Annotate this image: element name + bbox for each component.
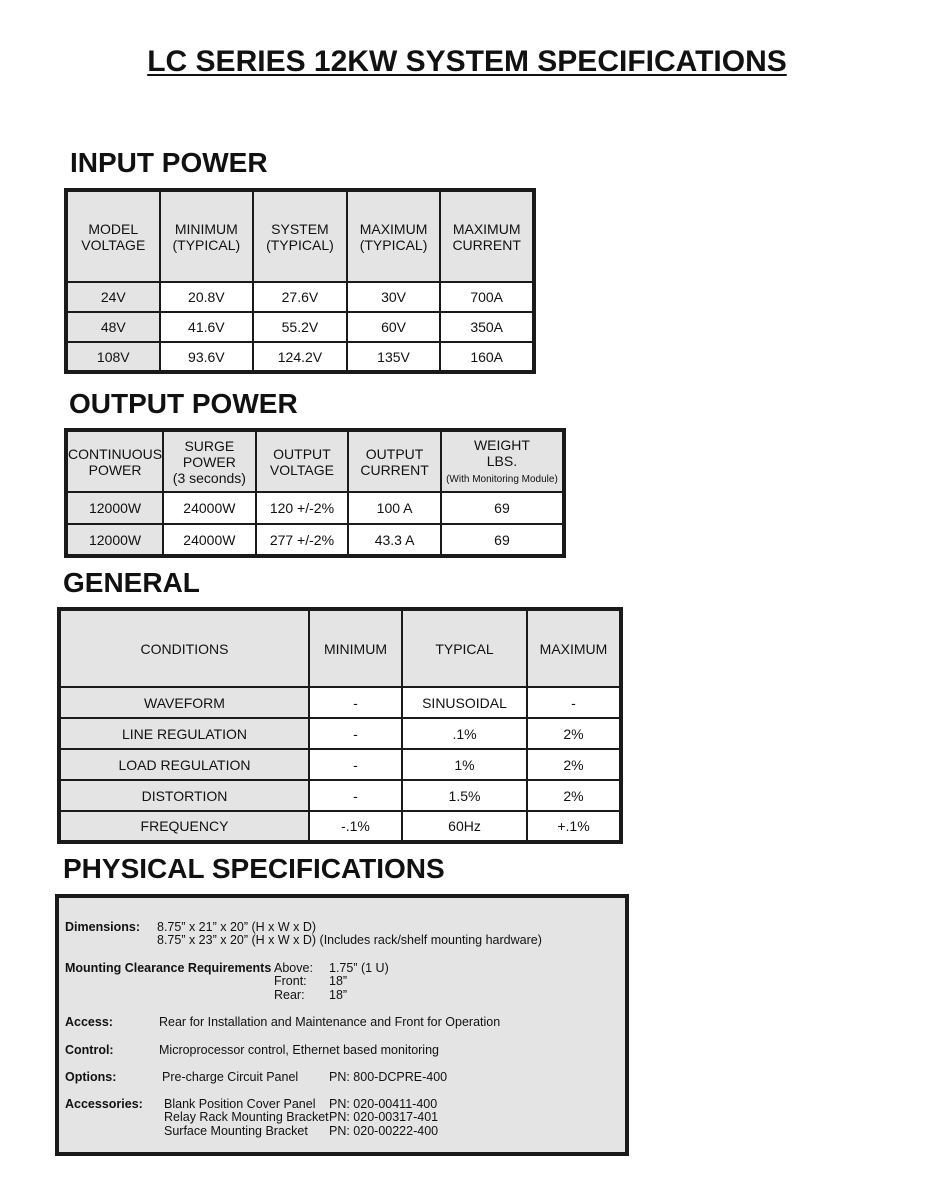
table-cell: 69 xyxy=(441,492,564,524)
table-cell: 24000W xyxy=(163,524,256,556)
dimensions-line: 8.75” x 21” x 20” (H x W x D) xyxy=(157,920,317,934)
table-cell: 24V xyxy=(66,282,160,312)
header-cell: CONTINUOUS POWER xyxy=(66,430,163,492)
table-cell: FREQUENCY xyxy=(59,811,309,842)
option-name: Pre-charge Circuit Panel xyxy=(162,1070,299,1084)
table-row xyxy=(66,492,564,524)
mounting-key: Front: xyxy=(274,974,307,988)
table-row xyxy=(66,524,564,556)
accessory-name: Surface Mounting Bracket xyxy=(164,1124,308,1138)
table-cell: .1% xyxy=(402,718,527,749)
access-value: Rear for Installation and Maintenance and Front for Operation xyxy=(159,1015,501,1029)
table-cell: 160A xyxy=(440,342,534,372)
header-cell: MINIMUM xyxy=(309,609,402,687)
table-cell: - xyxy=(309,687,402,718)
table-cell: 60V xyxy=(347,312,441,342)
table-cell: 60Hz xyxy=(402,811,527,842)
table-row xyxy=(59,749,621,780)
table-header-row xyxy=(66,430,564,492)
table-row xyxy=(59,780,621,811)
table-row xyxy=(59,687,621,718)
table-header-row xyxy=(66,190,534,282)
table-cell: 12000W xyxy=(66,524,163,556)
table-cell: WAVEFORM xyxy=(59,687,309,718)
table-cell: 69 xyxy=(441,524,564,556)
table-cell: LOAD REGULATION xyxy=(59,749,309,780)
table-cell: 55.2V xyxy=(253,312,347,342)
table-row xyxy=(59,811,621,842)
control-value: Microprocessor control, Ethernet based monitoring xyxy=(159,1043,439,1057)
table-cell: 24000W xyxy=(163,492,256,524)
table-cell: 100 A xyxy=(348,492,441,524)
table-cell: 48V xyxy=(66,312,160,342)
header-cell: WEIGHT LBS. (With Monitoring Module) xyxy=(441,430,564,492)
header-cell: MAXIMUM CURRENT xyxy=(440,190,534,282)
header-cell: MODEL VOLTAGE xyxy=(66,190,160,282)
general-table xyxy=(57,607,623,844)
header-cell: MINIMUM (TYPICAL) xyxy=(160,190,254,282)
output-power-heading: OUTPUT POWER xyxy=(69,388,298,419)
table-cell: 120 +/-2% xyxy=(256,492,349,524)
table-cell: 700A xyxy=(440,282,534,312)
table-cell: 43.3 A xyxy=(348,524,441,556)
table-cell: DISTORTION xyxy=(59,780,309,811)
header-cell: TYPICAL xyxy=(402,609,527,687)
dimensions-line: 8.75” x 23” x 20” (H x W x D) (Includes rack/shelf mounting hardware) xyxy=(157,933,542,947)
control-label: Control: xyxy=(65,1043,114,1057)
table-cell: 1% xyxy=(402,749,527,780)
header-cell: MAXIMUM xyxy=(527,609,621,687)
accessories-label: Accessories: xyxy=(65,1097,143,1111)
table-cell: - xyxy=(527,687,621,718)
table-row xyxy=(66,342,534,372)
table-cell: 108V xyxy=(66,342,160,372)
mounting-label: Mounting Clearance Requirements xyxy=(65,961,272,975)
table-cell: +.1% xyxy=(527,811,621,842)
access-label: Access: xyxy=(65,1015,113,1029)
page-title: LC SERIES 12KW SYSTEM SPECIFICATIONS xyxy=(147,45,787,78)
mounting-value: 18” xyxy=(329,974,348,988)
table-row xyxy=(59,718,621,749)
mounting-value: 18” xyxy=(329,988,348,1002)
table-cell: -.1% xyxy=(309,811,402,842)
table-row xyxy=(66,282,534,312)
input-power-table xyxy=(64,188,536,374)
accessory-part-number: PN: 020-00317-401 xyxy=(329,1110,439,1124)
table-cell: 2% xyxy=(527,780,621,811)
header-cell: CONDITIONS xyxy=(59,609,309,687)
physical-specs-box xyxy=(55,894,629,1156)
accessory-name: Blank Position Cover Panel xyxy=(164,1097,316,1111)
table-row xyxy=(66,312,534,342)
header-cell: SYSTEM (TYPICAL) xyxy=(253,190,347,282)
table-cell: 124.2V xyxy=(253,342,347,372)
table-cell: 27.6V xyxy=(253,282,347,312)
table-cell: 1.5% xyxy=(402,780,527,811)
header-cell: SURGE POWER (3 seconds) xyxy=(163,430,256,492)
accessory-name: Relay Rack Mounting Bracket xyxy=(164,1110,329,1124)
header-cell: MAXIMUM (TYPICAL) xyxy=(347,190,441,282)
header-cell: OUTPUT VOLTAGE xyxy=(256,430,349,492)
mounting-key: Above: xyxy=(274,961,313,975)
mounting-key: Rear: xyxy=(274,988,305,1002)
table-cell: - xyxy=(309,749,402,780)
table-cell: 2% xyxy=(527,718,621,749)
accessory-part-number: PN: 020-00222-400 xyxy=(329,1124,439,1138)
dimensions-label: Dimensions: xyxy=(65,920,141,934)
general-heading: GENERAL xyxy=(63,567,200,598)
output-power-table xyxy=(64,428,566,558)
table-cell: 2% xyxy=(527,749,621,780)
table-cell: - xyxy=(309,780,402,811)
table-cell: 350A xyxy=(440,312,534,342)
table-cell: LINE REGULATION xyxy=(59,718,309,749)
table-cell: 12000W xyxy=(66,492,163,524)
physical-heading: PHYSICAL SPECIFICATIONS xyxy=(63,853,445,884)
table-header-row xyxy=(59,609,621,687)
input-power-heading: INPUT POWER xyxy=(70,147,268,178)
accessory-part-number: PN: 020-00411-400 xyxy=(329,1097,438,1111)
header-cell: OUTPUT CURRENT xyxy=(348,430,441,492)
table-cell: 277 +/-2% xyxy=(256,524,349,556)
table-cell: SINUSOIDAL xyxy=(402,687,527,718)
table-cell: 30V xyxy=(347,282,441,312)
options-label: Options: xyxy=(65,1070,117,1084)
table-cell: - xyxy=(309,718,402,749)
table-cell: 41.6V xyxy=(160,312,254,342)
table-cell: 93.6V xyxy=(160,342,254,372)
mounting-value: 1.75” (1 U) xyxy=(329,961,389,975)
option-part-number: PN: 800-DCPRE-400 xyxy=(329,1070,448,1084)
table-cell: 20.8V xyxy=(160,282,254,312)
table-cell: 135V xyxy=(347,342,441,372)
